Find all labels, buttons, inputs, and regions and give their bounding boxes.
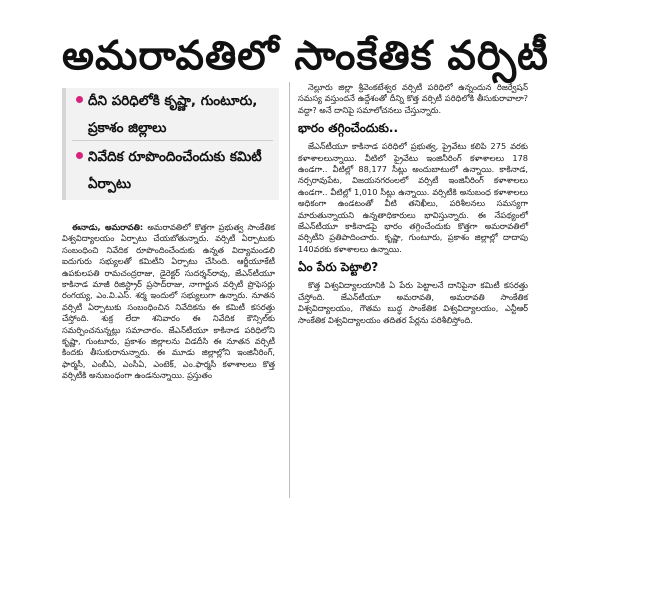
column-divider xyxy=(289,82,290,498)
highlight-text: నివేదిక రూపొందించేందుకు కమిటీ ఏర్పాటు xyxy=(88,149,262,192)
article-paragraph: నెల్లూరు జిల్లా శ్రీవెంకటేశ్వర వర్సిటీ పరిధిలో ఉన్నందున రిజర్వేషన్ సమస్య వస్తుందనే ఉద్దేశంతో దీన్ని కొత్త వర్సిటీ పరిధిలోకి తీసుకురావాలా? వద్దా? అనే దానిపై సమాలోచనలు చేస్తున్నారు. xyxy=(298,82,528,115)
highlight-text: దీని పరిధిలోకి కృష్ణా, గుంటూరు, ప్రకాశం జిల్లాలు xyxy=(88,93,258,136)
subheading: భారం తగ్గించేందుకు.. xyxy=(298,121,399,136)
article-column-right xyxy=(298,82,528,330)
article-paragraph: జేఎన్‌టీయూ కాకినాడ పరిధిలో ప్రభుత్వ, ప్రైవేటు కలిపి 275 వరకు కళాశాలలున్నాయి. వీటిలో ప్రైవేటు ఇంజినీరింగ్ కళాశాలలు 178 ఉండగా.. వీటిల్లో 88,177 సీట్లు అందుబాటులో ఉన్నాయి. కాకినాడ, నర్సరావుపేట, విజయనగరంలలో వర్సిటీ ఇంజినీరింగ్ కళాశాలలు ఉండగా.. వీటిల్లో 1,010 సీట్లు ఉన్నాయి. వర్సిటీకి అనుబంధ కళాశాలలు అధికంగా ఉండటంతో వీటి తనిఖీలు, పరిశీలనలు సమస్యగా మారుతున్నాయని ఉన్నతాధికారులు భావిస్తున్నారు. ఈ నేపథ్యంలో జేఎన్‌టీయూ కాకినాడపై భారం తగ్గించేందుకు కొత్తగా అమరావతిలో వర్సిటీని ప్రతిపాదించారు. కృష్ణా, గుంటూరు, ప్రకాశం జిల్లాల్లో దాదాపు 140వరకు కళాశాలలు ఉన్నాయి. xyxy=(298,141,528,254)
headline: అమరావతిలో సాంకేతిక వర్సిటీ xyxy=(62,33,549,79)
article-column-left xyxy=(62,222,275,386)
bullet-icon xyxy=(76,152,83,159)
bullet-icon xyxy=(76,96,83,103)
highlights-box xyxy=(62,88,279,200)
article-text: అమరావతిలో కొత్తగా ప్రభుత్వ సాంకేతిక విశ్వవిద్యాలయం ఏర్పాటు చేయబోతున్నారు. వర్సిటీ ఏర్పాటుకు సంబంధించి నివేదిక రూపొందించేందుకు ఉన్నత విద్యామండలి ఐదుగురు సభ్యులతో కమిటీని ఏర్పాటు చేసింది. ఆర్జీయూకేటీ ఉపకులపతి రామచంద్రరాజు, డైరెక్టర్ సుదర్శన్‌రావు, జేఎన్‌టీయూ కాకినాడ మాజీ రిజిస్ట్రార్ ప్రసాద్‌రాజు, నాగార్జున వర్సిటీ ప్రొఫెసర్లు రంగయ్య, ఎం.వి.ఎస్. శర్మ ఇందులో సభ్యులుగా ఉన్నారు. నూతన వర్సిటీ ఏర్పాటుకు సంబంధించిన నివేదికను ఈ కమిటీ కసరత్తు చేస్తోంది. శుక్ర లేదా శనివారం ఈ నివేదిక కౌన్సిల్‌కు సమర్పించనున్నట్లు సమాచారం. జేఎన్‌టీయూ కాకినాడ పరిధిలోని కృష్ణా, గుంటూరు, ప్రకాశం జిల్లాలను విడదీసి ఈ నూతన వర్సిటీ కిందకు తీసుకురానున్నారు. ఈ మూడు జిల్లాల్లోని ఇంజినీరింగ్, ఫార్మసీ, ఎంబీఏ, ఎంసీఏ, ఎంటెక్, ఎం.ఫార్మసీ కళాశాలలు కొత్త వర్సిటీకి అనుబంధంగా ఉండనున్నాయి. ప్రస్తుతం xyxy=(62,222,275,381)
dateline: ఈనాడు, అమరావతి: xyxy=(72,222,144,232)
highlight-divider xyxy=(72,140,273,141)
article-paragraph: కొత్త విశ్వవిద్యాలయానికి ఏ పేరు పెట్టాలనే దానిపైనా కమిటీ కసరత్తు చేస్తోంది. జేఎన్‌టీయూ అమరావతి, అమరావతి సాంకేతిక విశ్వవిద్యాలయం, గౌతమ బుద్ధ సాంకేతిక విశ్వవిద్యాలయం, ఎన్టీఆర్ సాంకేతిక విశ్వవిద్యాలయం తదితర పేర్లను పరిశీలిస్తోంది. xyxy=(298,280,528,325)
article-paragraph xyxy=(62,222,275,382)
subheading: ఏం పేరు పెట్టాలి? xyxy=(298,260,379,275)
